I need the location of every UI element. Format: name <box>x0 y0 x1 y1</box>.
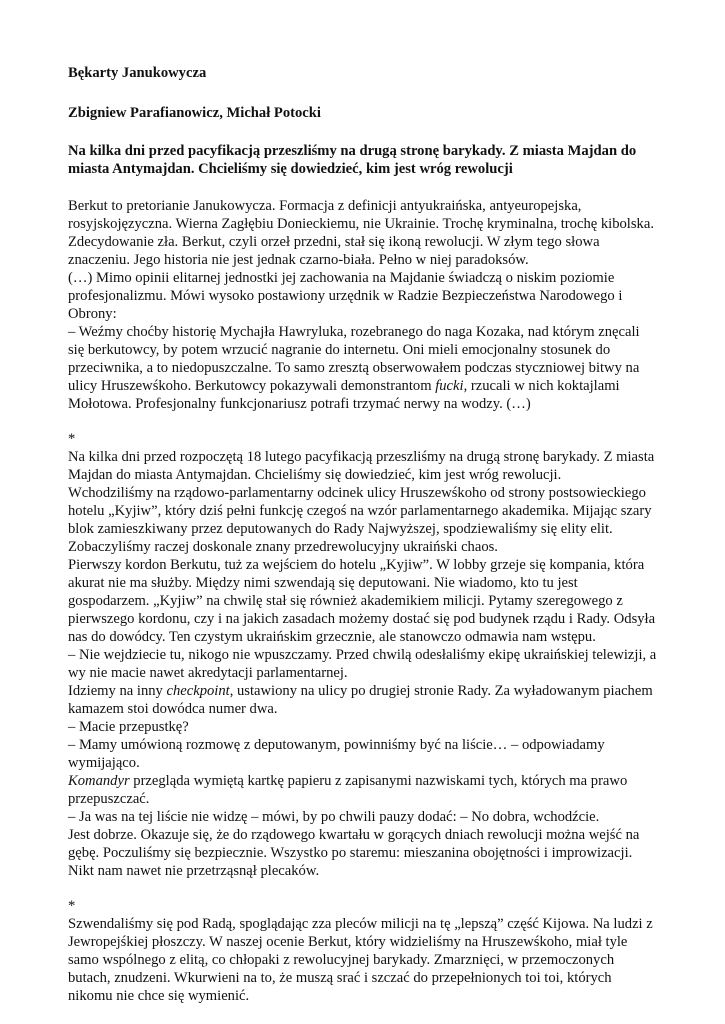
section-separator: * <box>68 898 76 914</box>
paragraph: – Macie przepustkę? <box>68 719 189 735</box>
document-title: Bękarty Janukowycza <box>68 65 207 81</box>
italic-term: Komandyr <box>68 773 130 789</box>
paragraph <box>68 772 658 808</box>
paragraph-text: – Weźmy choćby historię Mychajła Hawryluka, rozebranego do naga Kozaka, nad którym znęcali się berkutowcy, by potem wrzucić nagranie do internetu. Oni mieli emocjonalny stosunek do przeciwnika, a to niedopuszczalne. To samo zresztą obserwowałem podczas styczniowej bitwy na ulicy Hruszewśkoho. Berkutowcy pokazywali demonstrantom <box>68 324 640 394</box>
document-page <box>68 64 658 1005</box>
italic-term: checkpoint <box>166 683 230 699</box>
paragraph: Wchodziliśmy na rządowo-parlamentarny odcinek ulicy Hruszewśkoho od strony postsowieckiego hotelu „Kyjiw”, który dziś pełni funkcję czegoś na wzór parlamentarnego akademika. Mijając szary blok zamieszkiwany przez deputowanych do Rady Najwyższej, spodziewaliśmy się elity elit. Zobaczyliśmy raczej doskonale znany przedrewolucyjny ukraiński chaos. <box>68 485 652 555</box>
document-lead: Na kilka dni przed pacyfikacją przeszliśmy na drugą stronę barykady. Z miasta Majdan do miasta Antymajdan. Chcieliśmy się dowiedzieć, kim jest wróg rewolucji <box>68 143 637 177</box>
paragraph-text: , ustawiony na ulicy po drugiej stronie Rady. Za wyładowanym piachem kamazem stoi dowódca numer dwa. <box>68 683 653 717</box>
paragraph: – Ja was na tej liście nie widzę – mówi, by po chwili pauzy dodać: – No dobra, wchodźcie. <box>68 809 600 825</box>
paragraph-text: przegląda wymiętą kartkę papieru z zapisanymi nazwiskami tych, których ma prawo przepuszczać. <box>68 773 628 807</box>
paragraph: Na kilka dni przed rozpoczętą 18 lutego pacyfikacją przeszliśmy na drugą stronę barykady. Z miasta Majdan do miasta Antymajdan. Chcieliśmy się dowiedzieć, kim jest wróg rewolucji. <box>68 449 655 483</box>
paragraph: Pierwszy kordon Berkutu, tuż za wejściem do hotelu „Kyjiw”. W lobby grzeje się kompania, która akurat nie ma służby. Między nimi szwendają się deputowani. Nie wiadomo, kto tu jest gospodarzem. „Kyjiw” na chwilę stał się również akademikiem milicji. Pytamy szeregowego z pierwszego kordonu, czy i na jakich zasadach możemy dostać się pod budynek rządu i Rady. Odsyła nas do dowódcy. Ten czystym ukraińskim grzecznie, ale stanowczo odmawia nam wstępu. <box>68 557 656 645</box>
italic-term: fucki <box>435 378 464 394</box>
paragraph: – Nie wejdziecie tu, nikogo nie wpuszczamy. Przed chwilą odesłaliśmy ekipę ukraińskiej telewizji, a wy nie macie nawet akredytacji parlamentarnej. <box>68 647 657 681</box>
paragraph: (…) Mimo opinii elitarnej jednostki jej zachowania na Majdanie świadczą o niskim poziomie profesjonalizmu. Mówi wysoko postawiony urzędnik w Radzie Bezpieczeństwa Narodowego i Obrony: <box>68 270 623 322</box>
section-separator: * <box>68 431 76 447</box>
document-authors: Zbigniew Parafianowicz, Michał Potocki <box>68 105 321 121</box>
paragraph-text: Idziemy na inny <box>68 683 167 699</box>
paragraph <box>68 682 658 718</box>
paragraph: – Mamy umówioną rozmowę z deputowanym, powinniśmy być na liście… – odpowiadamy wymijająco. <box>68 737 605 771</box>
paragraph <box>68 323 658 413</box>
paragraph: Szwendaliśmy się pod Radą, spoglądając zza pleców milicji na tę „lepszą” część Kijowa. Na ludzi z Jewropejśkiej płoszczy. W naszej ocenie Berkut, który widzieliśmy na Hruszewśkoho, miał tyle samo wspólnego z elitą, co chłopaki z rewolucyjnej barykady. Zmarznięci, w przemoczonych butach, znudzeni. Wkurwieni na to, że muszą srać i szczać do przepełnionych toi toi, których nikomu nie chce się wymienić. <box>68 916 653 1004</box>
paragraph: Jest dobrze. Okazuje się, że do rządowego kwartału w gorących dniach rewolucji można wejść na gębę. Poczuliśmy się bezpiecznie. Wszystko po staremu: mieszanina obojętności i improwizacji. Nikt nam nawet nie przetrząsnął plecaków. <box>68 827 640 879</box>
paragraph: Berkut to pretorianie Janukowycza. Formacja z definicji antyukraińska, antyeuropejska, rosyjskojęzyczna. Wierna Zagłębiu Donieckiemu, nie Ukrainie. Trochę kryminalna, trochę kibolska. Zdecydowanie zła. Berkut, czyli orzeł przedni, stał się ikoną rewolucji. W złym tego słowa znaczeniu. Jego historia nie jest jednak czarno-biała. Pełno w niej paradoksów. <box>68 198 654 268</box>
paragraph-text: , rzucali w nich koktajlami Mołotowa. Profesjonalny funkcjonariusz potrafi trzymać nerwy na wodzy. (…) <box>68 378 620 412</box>
